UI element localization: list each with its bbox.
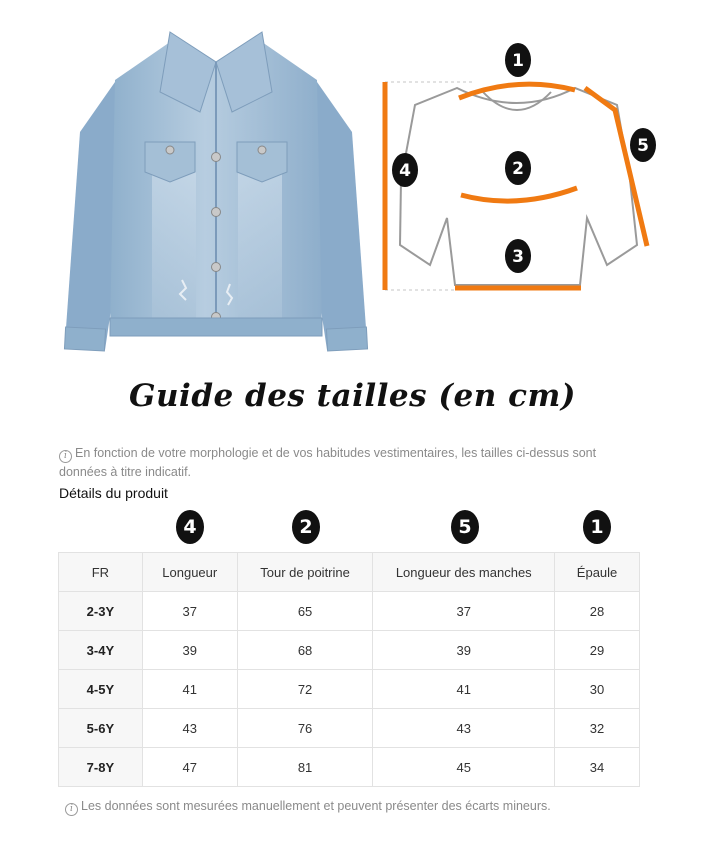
diagram-number-2: 2 xyxy=(512,159,524,179)
table-cell: 37 xyxy=(373,592,555,631)
size-cell: 3-4Y xyxy=(59,631,143,670)
size-cell: 7-8Y xyxy=(59,748,143,787)
table-row xyxy=(59,670,640,709)
measurement-diagram xyxy=(375,40,665,310)
diagram-number-3: 3 xyxy=(512,247,524,267)
table-cell: 30 xyxy=(555,670,640,709)
table-cell: 43 xyxy=(142,709,237,748)
size-cell: 2-3Y xyxy=(59,592,143,631)
table-cell: 32 xyxy=(555,709,640,748)
table-cell: 39 xyxy=(142,631,237,670)
column-badge-longueur: 4 xyxy=(176,510,204,544)
header-tour-de-poitrine: Tour de poitrine xyxy=(237,553,373,592)
measurement-footnote xyxy=(65,799,551,816)
size-note xyxy=(59,444,639,481)
table-cell: 43 xyxy=(373,709,555,748)
table-cell: 81 xyxy=(237,748,373,787)
size-cell: 4-5Y xyxy=(59,670,143,709)
table-cell: 41 xyxy=(373,670,555,709)
diagram-number-5: 5 xyxy=(637,136,649,156)
table-header-row xyxy=(59,553,640,592)
size-note-text: En fonction de votre morphologie et de vos habitudes vestimentaires, les tailles ci-dessus sont données à titre indicatif. xyxy=(59,446,597,479)
footnote-text: Les données sont mesurées manuellement et peuvent présenter des écarts mineurs. xyxy=(81,799,551,813)
header-longueur-des-manches: Longueur des manches xyxy=(373,553,555,592)
table-cell: 39 xyxy=(373,631,555,670)
table-cell: 68 xyxy=(237,631,373,670)
table-cell: 34 xyxy=(555,748,640,787)
info-icon: i xyxy=(59,450,72,463)
product-details-label: Détails du produit xyxy=(59,485,168,501)
header-epaule: Épaule xyxy=(555,553,640,592)
table-cell: 47 xyxy=(142,748,237,787)
table-cell: 28 xyxy=(555,592,640,631)
table-cell: 29 xyxy=(555,631,640,670)
table-cell: 76 xyxy=(237,709,373,748)
table-row xyxy=(59,592,640,631)
table-cell: 45 xyxy=(373,748,555,787)
info-icon: i xyxy=(65,803,78,816)
column-badge-poitrine: 2 xyxy=(292,510,320,544)
table-row xyxy=(59,709,640,748)
column-badge-manches: 5 xyxy=(451,510,479,544)
diagram-number-1: 1 xyxy=(512,51,524,71)
table-cell: 72 xyxy=(237,670,373,709)
column-badge-epaule: 1 xyxy=(583,510,611,544)
header-fr: FR xyxy=(59,553,143,592)
table-cell: 41 xyxy=(142,670,237,709)
table-cell: 37 xyxy=(142,592,237,631)
diagram-number-4: 4 xyxy=(399,161,411,181)
table-row xyxy=(59,748,640,787)
size-cell: 5-6Y xyxy=(59,709,143,748)
table-cell: 65 xyxy=(237,592,373,631)
table-row xyxy=(59,631,640,670)
header-longueur: Longueur xyxy=(142,553,237,592)
size-table xyxy=(58,552,640,787)
page-title: Guide des tailles (en cm) xyxy=(129,378,576,414)
denim-jacket-image xyxy=(60,22,372,362)
